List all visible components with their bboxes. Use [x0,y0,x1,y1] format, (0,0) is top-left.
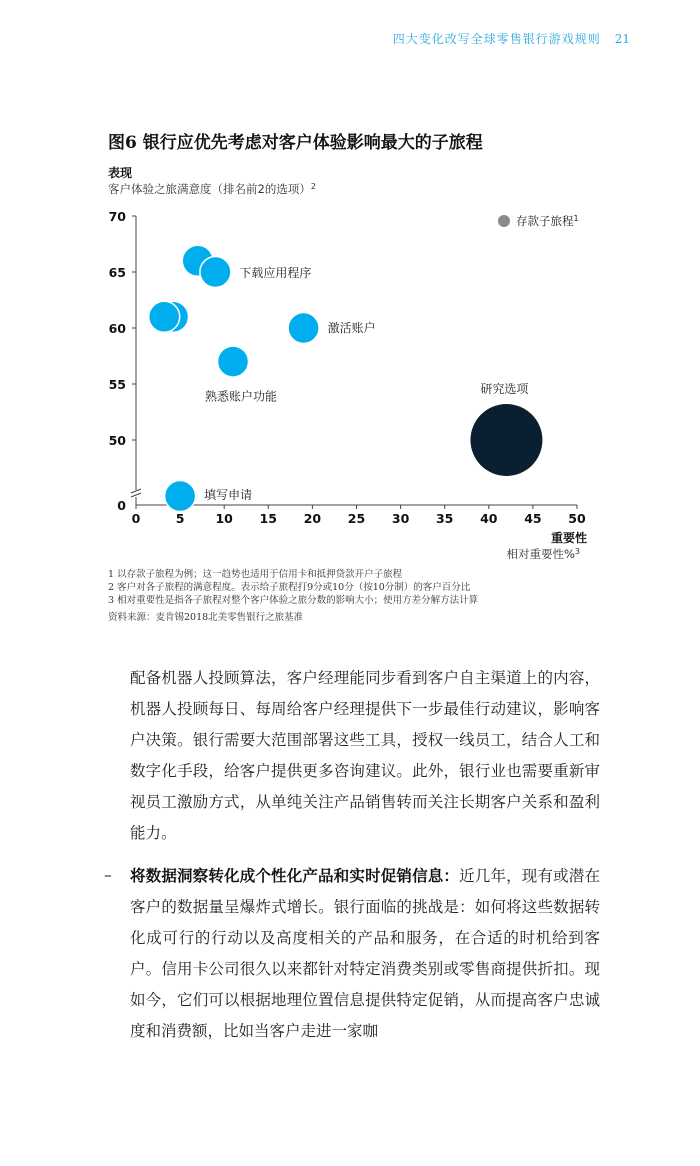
note-2: 2 客户对各子旅程的满意程度。表示给子旅程打9分或10分（按10分制）的客户百分比 [108,582,471,593]
figure-notes [108,568,478,624]
bullet-body: 近几年，现有或潜在客户的数据量呈爆炸式增长。银行面临的挑战是：如何将这些数据转化成可行的行动以及高度相关的产品和服务，在合适的时机给到客户。信用卡公司很久以来都针对特定消费类别或零售商提供折扣。现如今，它们可以根据地理位置信息提供特定促销，从而提高客户忠诚度和消费额，比如当客户走进一家咖 [130,867,600,1040]
chart-bubbles [149,245,543,511]
x-tick-label: 15 [259,511,278,526]
note-1: 1 以存款子旅程为例；这一趋势也适用于信用卡和抵押贷款开户子旅程 [108,569,403,580]
y-axis-title: 表现 [108,166,133,180]
bubble-research-options [470,404,542,476]
y-tick-label-origin: 0 [117,498,126,513]
y-axis-subtitle-sup: 2 [310,182,316,191]
y-axis-subtitle-text: 客户体验之旅满意度（排名前2的选项） [108,182,311,196]
y-tick-label: 50 [108,433,126,448]
x-tick-label: 20 [303,511,322,526]
figure-title: 图6 银行应优先考虑对客户体验影响最大的子旅程 [108,133,483,153]
legend-label-sup: 1 [573,214,579,223]
x-tick-label: 30 [391,511,410,526]
chart-legend [498,214,579,228]
y-axis-break [131,489,141,497]
page-number: 21 [614,32,630,46]
bubble-point [149,301,180,332]
body-paragraph-1: 配备机器人投顾算法，客户经理能同步看到客户自主渠道上的内容，机器人投顾每日、每周给客户经理提供下一步最佳行动建议，影响客户决策。银行需要大范围部署这些工具，授权一线员工，结合人工和数字化手段，给客户提供更多咨询建议。此外，银行业也需要重新审视员工激励方式，从单纯关注产品销售转而关注长期客户关系和盈利能力。 [130,669,600,842]
x-tick-label: 5 [175,511,185,526]
bubble-point [165,481,196,512]
bubble-point [200,257,231,288]
x-tick-label: 25 [347,511,366,526]
x-tick-label: 10 [215,511,233,526]
note-3: 3 相对重要性是指各子旅程对整个客户体验之旅分数的影响大小；使用方差分解方法计算 [108,595,479,606]
bullet-heading: 将数据洞察转化成个性化产品和实时促销信息： [130,866,460,885]
x-axis-subtitle [506,547,580,561]
y-axis-subtitle [108,182,316,196]
legend-marker [498,215,510,227]
x-tick-label: 0 [131,511,141,526]
x-tick-label: 40 [480,511,498,526]
bubble-chart [0,0,700,570]
x-tick-label: 35 [435,511,454,526]
y-tick-label: 60 [108,321,126,336]
bubble-label-research: 研究选项 [480,382,529,396]
legend-label [516,214,579,228]
x-tick-label: 45 [524,511,542,526]
y-tick-label: 65 [108,265,126,280]
header-title: 四大变化改写全球零售银行游戏规则 [392,32,601,46]
x-axis-subtitle-sup: 3 [574,547,580,556]
y-tick-label: 55 [108,377,126,392]
figure-source: 资料来源：麦肯锡2018北美零售银行之旅基准 [108,612,304,623]
bubble-label: 激活账户 [327,321,376,335]
chart-ticks [109,209,586,526]
body-bullet-paragraph [130,860,600,1047]
chart-point-labels [204,265,529,502]
bullet-dash: – [104,866,112,884]
bubble-label: 熟悉账户功能 [205,389,278,404]
bubble-label: 下载应用程序 [239,266,312,280]
bubble-point [288,313,319,344]
bubble-label: 填写申请 [204,488,253,502]
x-axis-subtitle-text: 相对重要性% [506,547,575,561]
x-tick-label: 50 [568,511,586,526]
y-tick-label: 70 [108,209,126,224]
x-axis-title: 重要性 [550,531,587,545]
bubble-point [218,346,249,377]
legend-label-text: 存款子旅程 [516,214,574,228]
